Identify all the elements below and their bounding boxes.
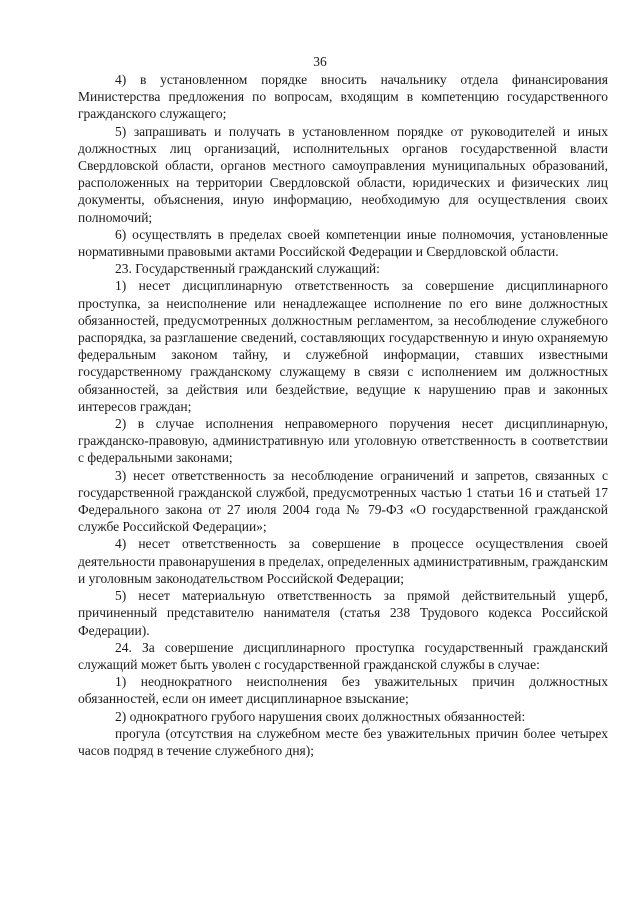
paragraph-23-1-disciplinary: 1) несет дисциплинарную ответственность за совершение дисциплинарного проступка, за неисполнение или ненадлежащее исполнение по его вине должностных обязанностей, предусмотренных должностным регламентом, за несоблюдение служебного распорядка, за разглашение сведений, составляющих государственную и иную охраняемую федеральным законом тайну, и служебной информации, ставших известными государственному гражданскому служащему в связи с исполнением им должностных обязанностей, за действия или бездействие, ведущие к нарушению прав и законных интересов граждан; <box>78 278 608 414</box>
paragraph-absenteeism: прогула (отсутствия на служебном месте без уважительных причин более четырех часов подряд в течение служебного дня); <box>78 725 608 758</box>
section-24-heading: 24. За совершение дисциплинарного проступка государственный гражданский служащий может быть уволен с государственной гражданской службы в случае: <box>78 639 608 672</box>
paragraph-item-6-other-powers: 6) осуществлять в пределах своей компетенции иные полномочия, установленные нормативными правовыми актами Российской Федерации и Свердловской области. <box>78 226 608 260</box>
page-number: 36 <box>313 54 327 69</box>
document-body <box>78 71 608 759</box>
paragraph-23-4-offenses: 4) несет ответственность за совершение в процессе осуществления своей деятельности правонарушения в пределах, определенных административным, гражданским и уголовным законодательством Российской Федерации; <box>78 536 608 586</box>
paragraph-item-5-request-documents: 5) запрашивать и получать в установленном порядке от руководителей и иных должностных лиц организаций, исполнительных органов государственной власти Свердловской области, органов местного самоуправления муниципальных образований, расположенных на территории Свердловской области, юридических и физических лиц документы, объяснения, иную информацию, необходимую для осуществления своих полномочий; <box>78 123 608 225</box>
paragraph-23-3-restrictions: 3) несет ответственность за несоблюдение ограничений и запретов, связанных с государственной гражданской службой, предусмотренных частью 1 статьи 16 и статьей 17 Федерального закона от 27 июля 2004 года № 79-ФЗ «О государственной гражданской службе Российской Федерации»; <box>78 467 608 535</box>
paragraph-24-1-repeated-failure: 1) неоднократного неисполнения без уважительных причин должностных обязанностей, если он имеет дисциплинарное взыскание; <box>78 674 608 707</box>
paragraph-24-2-gross-violation: 2) однократного грубого нарушения своих должностных обязанностей: <box>115 708 526 724</box>
paragraph-23-2-unlawful-order: 2) в случае исполнения неправомерного поручения несет дисциплинарную, гражданско-правовую, административную или уголовную ответственность в соответствии с федеральными законами; <box>78 416 608 466</box>
section-23-heading: 23. Государственный гражданский служащий: <box>115 261 380 277</box>
paragraph-23-5-material-liability: 5) несет материальную ответственность за прямой действительный ущерб, причиненный представителю нанимателя (статья 238 Трудового кодекса Российской Федерации). <box>78 588 608 638</box>
paragraph-item-4-propose: 4) в установленном порядке вносить начальнику отдела финансирования Министерства предложения по вопросам, входящим в компетенцию государственного гражданского служащего; <box>78 72 608 122</box>
